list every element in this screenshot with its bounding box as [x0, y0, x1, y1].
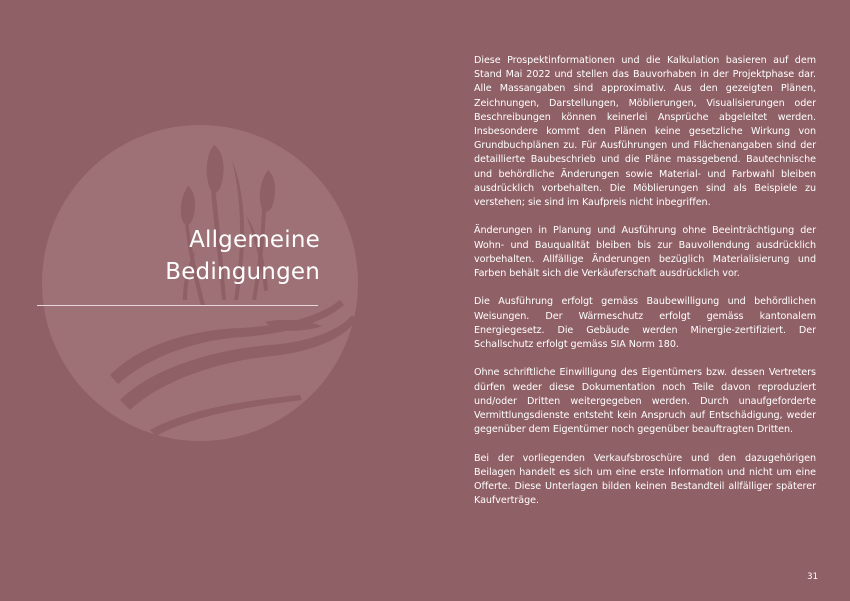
paragraph-execution: Die Ausführung erfolgt gemäss Baubewilligung und behördlichen Weisungen. Der Wärmeschutz erfolgt gemäss kantonalem Energiegesetz. Die Gebäude werden Minergie-zertifiziert. Der Schallschutz erfolgt gemäss SIA Norm 180. [474, 296, 816, 351]
page-number: 31 [807, 572, 818, 582]
paragraph-prospect-info: Diese Prospektinformationen und die Kalkulation basieren auf dem Stand Mai 2022 und stellen das Bauvorhaben in der Projektphase dar. Alle Massangaben sind approximativ. Aus den gezeigten Plänen, Zeichnungen, Darstellungen, Möblierungen, Visualisierungen oder Beschreibungen können keinerlei Ansprüche abgeleitet werden. Insbesondere kommt den Plänen keine gesetzliche Wirkung von Grundbuchplänen zu. Für Ausführungen und Flächenangaben sind der detaillierte Baubeschrieb und die Pläne massgebend. Bautechnische und behördliche Änderungen sowie Material- und Farbwahl bleiben ausdrücklich vorbehalten. Die Möblierungen sind als Beispiele zu verstehen; sie sind im Kaufpreis nicht inbegriffen. [474, 55, 816, 209]
paragraph-changes: Änderungen in Planung und Ausführung ohne Beeinträchtigung der Wohn- und Bauqualität bleiben bis zur Bauvollendung ausdrücklich vorbehalten. Allfällige Änderungen bezüglich Materialisierung und Farben behält sich die Verkäuferschaft ausdrücklich vor. [474, 225, 816, 280]
conditions-text [474, 54, 816, 523]
paragraph-disclaimer: Bei der vorliegenden Verkaufsbroschüre und den dazugehörigen Beilagen handelt es sich um eine erste Information und nicht um eine Offerte. Diese Unterlagen bilden keinen Bestandteil allfälliger späterer Kaufverträge. [474, 452, 816, 507]
title-line-2: Bedingungen [165, 259, 320, 285]
title-line-1: Allgemeine [189, 227, 320, 253]
title-divider [37, 305, 318, 306]
page-title [60, 224, 320, 288]
paragraph-copyright: Ohne schriftliche Einwilligung des Eigentümers bzw. dessen Vertreters dürfen weder diese Dokumentation noch Teile davon reproduziert und/oder Dritten weitergegeben werden. Durch unaufgeforderte Vermittlungsdienste entsteht kein Anspruch auf Entschädigung, weder gegenüber dem Eigentümer noch gegenüber beauftragten Dritten. [474, 367, 816, 436]
